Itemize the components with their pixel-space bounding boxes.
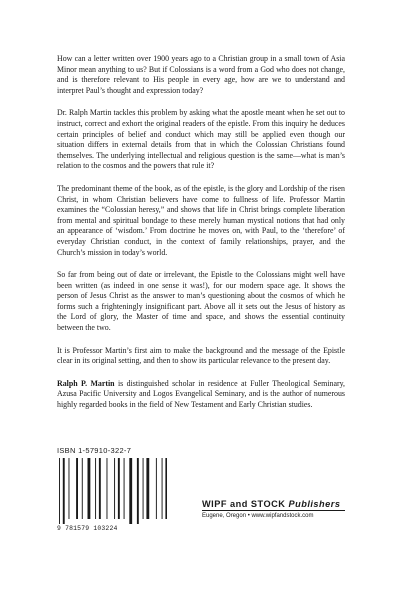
barcode-block	[57, 446, 169, 546]
barcode-bar	[82, 458, 83, 519]
isbn-label: ISBN 1-57910-322-7	[57, 446, 132, 455]
barcode-bar	[69, 458, 70, 519]
barcode-bar	[162, 458, 163, 519]
barcode-bar	[146, 458, 149, 519]
publisher-name	[202, 499, 345, 511]
barcode-bar	[99, 458, 101, 519]
paragraph-3: The predominant theme of the book, as of the epistle, is the glory and Lordship of the risen Christ, in whom Christian believers have come to fullness of life. Professor Martin examines the “Colossian heresy,” and shows that life in Christ brings complete liberation from mental and spiritual bondage to these merely human mystical notions that had only an appearance of ‘wisdom.’ From doctrine he moves on, with Paul, to the ‘therefore’ of everyday Christian conduct, in the context of family relationships, prayer, and the Church’s mission in today’s world.	[57, 183, 345, 257]
barcode-bar	[129, 458, 132, 524]
publisher-name-main: WIPF and STOCK	[202, 499, 286, 509]
barcode-bar	[59, 458, 60, 524]
publisher-block	[202, 499, 345, 519]
barcode-bar	[124, 458, 125, 519]
barcode-bar	[107, 458, 108, 519]
barcode-bar	[156, 458, 157, 519]
paragraph-1: How can a letter written over 1900 years ago to a Christian group in a small town of Asia Minor mean anything to us? But if Colossians is a word from a God who does not change, and is therefore relevant to His people in every age, how are we to understand and interpret Paul’s thought and expression today?	[57, 54, 345, 95]
barcode-bar	[88, 458, 91, 519]
barcode-bar	[137, 458, 139, 524]
paragraph-4: So far from being out of date or irrelevant, the Epistle to the Colossians might well have been written (as indeed in one sense it was!), for our modern space age. It shows the person of Jesus Christ as the answer to man’s questioning about the cosmos of which he forms such a frighteningly insignificant part. Above all it sets out the Jesus of history as the Lord of glory, the Master of time and space, and shows the essential continuity between the two.	[57, 270, 345, 333]
barcode-bar	[95, 458, 96, 519]
cover-footer	[57, 446, 345, 546]
barcode-bar	[165, 458, 167, 519]
author-bio-text: is distinguished scholar in residence at Fuller Theological Seminary, Azusa Pacific University and Logos Evangelical Seminary, and is the author of numerous highly regarded books in the field of New Testament and Early Christian studies.	[57, 378, 345, 410]
barcode-bar	[63, 458, 65, 524]
barcode-digits: 9 781579 103224	[57, 525, 118, 532]
author-name: Ralph P. Martin	[57, 378, 115, 388]
barcode-bar	[118, 458, 120, 519]
author-bio	[57, 379, 345, 411]
paragraph-5: It is Professor Martin’s first aim to make the background and the message of the Epistle clear in its original setting, and then to show its particular relevance to the present day.	[57, 345, 345, 366]
barcode-bar	[114, 458, 115, 519]
barcode-graphic	[57, 458, 167, 524]
barcode-bar	[143, 458, 144, 519]
publisher-name-italic: Publishers	[288, 499, 341, 509]
paragraph-2: Dr. Ralph Martin tackles this problem by asking what the apostle meant when he set out to instruct, correct and exhort the original readers of the epistle. From this inquiry he deduces certain principles of belief and conduct which may still be applied even though our situation differs in external details from that in which the Colossian Christians found themselves. The underlying intellectual and religious question is the same—what is man’s relation to the cosmos and the powers that rule it?	[57, 108, 345, 171]
barcode-bar	[76, 458, 78, 519]
publisher-address: Eugene, Oregon • www.wipfandstock.com	[202, 513, 314, 519]
back-cover-text	[57, 54, 345, 423]
